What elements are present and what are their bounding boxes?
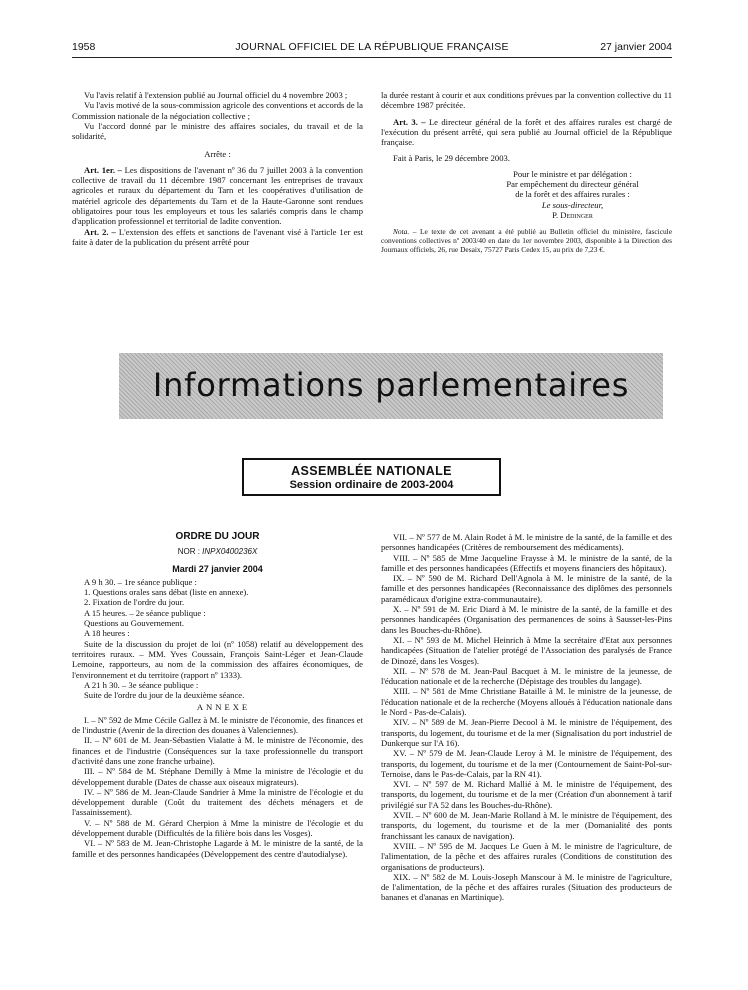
agenda-line: A 15 heures. – 2e séance publique : [84,607,206,618]
agenda-line: A 21 h 30. – 3e séance publique : [84,679,199,690]
session-day: Mardi 27 janvier 2004 [172,563,263,574]
question-item: XII. – Nº 578 de M. Jean-Paul Bacquet à M. le ministre de la jeunesse, de l'éducation nationale et de la recherche (Dépistage des troubles du langage). [381,665,672,687]
nor-code: INPX0400236X [202,547,258,557]
question-item: I. – Nº 592 de Mme Cécile Gallez à M. le ministre de l'économie, des finances et de l'industrie (Avenir de la direction des douanes à Valenciennes). [72,714,363,736]
question-item: III. – Nº 584 de M. Stéphane Demilly à Mme la ministre de l'écologie et du développement durable (Dates de chasse aux oiseaux migrateurs). [72,766,363,787]
nor-label: NOR : [177,547,200,557]
top-left-column [72,90,363,247]
article-1 [72,165,363,227]
question-item: XI. – Nº 593 de M. Michel Heinrich à Mme la secrétaire d'Etat aux personnes handicapées (Situation de l'atelier protégé de l'Association des paralysés de France de Dinozé, dans les Vosges). [381,634,672,666]
agenda-line: Questions au Gouvernement. [84,618,184,629]
page-header [72,41,672,55]
question-item: VI. – Nº 583 de M. Jean-Christophe Lagarde à M. le ministre de la santé, de la famille et des personnes handicapées (Développement des centre d'autodialyse). [72,838,363,859]
question-item: XIII. – Nº 581 de Mme Christiane Bataille à M. le ministre de la jeunesse, de l'éducation nationale et de la recherche (Moyens alloués à l'éducation nationale dans le Nord - Pas-de-Calais). [381,686,672,718]
signature-line: de la forêt et des affaires rurales : [515,189,630,200]
fait-a-paris: Fait à Paris, le 29 décembre 2003. [393,153,510,164]
article-3-label: Art. 3. – [393,116,426,127]
agenda-line: A 9 h 30. – 1re séance publique : [84,576,197,587]
question-item: IV. – Nº 586 de M. Jean-Claude Sandrier à Mme la ministre de l'écologie et du développement durable (Coût du traitement des déchets ménagers et de l'assainissement). [72,786,363,818]
question-item: XVI. – Nº 597 de M. Richard Mallié à M. le ministre de l'équipement, des transports, du logement, du tourisme et de la mer (Création d'un abonnement à tarif privilégié sur l'A 52 dans les Bouches-du-Rhône). [381,779,672,810]
question-item: XIX. – Nº 582 de M. Louis-Joseph Manscour à M. le ministre de l'agriculture, de l'alimentation, de la pêche et des affaires rurales (Situation des producteurs de bananes et d'ananas en Martinique). [381,871,672,903]
agenda-line: 1. Questions orales sans débat (liste en annexe). [84,587,249,598]
assembly-session: Session ordinaire de 2003-2004 [289,479,454,491]
question-item: XIV. – Nº 589 de M. Jean-Pierre Decool à M. le ministre de l'équipement, des transports, du logement, du tourisme et de la mer (Signalisation du port industriel de Dunkerque sur l'A 16). [381,717,672,748]
assembly-title: ASSEMBLÉE NATIONALE [291,464,452,478]
signature-line: Le sous-directeur, [541,199,604,210]
signature-line: Par empêchement du directeur général [506,179,639,190]
page-number: 1958 [72,41,96,53]
question-item: VIII. – Nº 585 de Mme Jacqueline Fraysse à M. le ministre de la santé, de la famille et des personnes handicapées (Effectifs et moyens financiers des hôpitaux). [381,552,672,573]
paragraph: Vu l'avis motivé de la sous-commission agricole des conventions et accords de la Commission nationale de la négociation collective ; [72,100,363,121]
section-banner [119,353,663,419]
signature-name: P. Dedinger [552,209,593,220]
paragraph: la durée restant à courir et aux conditions prévues par la convention collective du 11 décembre 1987 précitée. [381,90,672,111]
question-item: XV. – Nº 579 de M. Jean-Claude Leroy à M. le ministre de l'équipement, des transports, du logement, du tourisme et de la mer (Contournement de Saint-Pol-sur-Ternoise, dans le Pas-de-Calais, par la RN 41). [381,748,672,779]
issue-date: 27 janvier 2004 [600,41,672,53]
paragraph: Vu l'avis relatif à l'extension publié au Journal officiel du 4 novembre 2003 ; [84,90,348,100]
ordre-du-jour-title: ORDRE DU JOUR [175,531,260,542]
journal-title: JOURNAL OFFICIEL DE LA RÉPUBLIQUE FRANÇAISE [235,41,509,53]
nota [381,227,672,254]
annexe-title: ANNEXE [196,702,251,713]
question-item: V. – Nº 588 de M. Gérard Cherpion à Mme la ministre de l'écologie et du développement durable (Difficultés de la filière bois dans les Vosges). [72,817,363,839]
question-item: XVII. – Nº 600 de M. Jean-Marie Rolland à M. le ministre de l'équipement, des transports, du logement, du tourisme et de la mer (Domanialité des ponts franchissant les canaux de navigation). [381,810,672,841]
article-2-label: Art. 2. – [84,226,116,237]
article-1-text: Les dispositions de l'avenant nº 36 du 7 juillet 2003 à la convention collective de travail du 11 décembre 1987 concernant les entreprises de travaux agricoles et ruraux du département du Tarn et les coopératives d'utilisation de matériel agricole des départements du Tarn et de la Haute-Garonne sont rendues obligatoires pour tous les employeurs et tous les salariés compris dans le champ d'application professionnel et territorial de ladite convention. [72,164,363,227]
agenda-line: 2. Fixation de l'ordre du jour. [84,597,185,608]
arrete-heading: Arrête : [204,149,231,160]
nota-label: Nota. – [393,227,417,237]
assembly-box [242,458,501,496]
article-1-label: Art. 1er. – [84,164,122,175]
article-2-text: L'extension des effets et sanctions de l'avenant visé à l'article 1er est faite à dater de la publication du présent arrêté pour [72,226,363,247]
article-3 [381,117,672,148]
agenda-line: Suite de l'ordre du jour de la deuxième séance. [84,690,245,701]
header-rule [72,57,672,58]
question-item: IX. – Nº 590 de M. Richard Dell'Agnola à M. le ministre de la santé, de la famille et des personnes handicapées (Reconnaissance des diplômes des personnels paramédicaux d'origine extra-communautaire). [381,573,672,604]
article-3-text: Le directeur général de la forêt et des affaires rurales est chargé de l'exécution du présent arrêté, qui sera publié au Journal officiel de la République française. [381,116,672,148]
banner-title: Informations parlementaires [152,366,630,404]
question-item: XVIII. – Nº 595 de M. Jacques Le Guen à M. le ministre de l'agriculture, de l'alimentation, de la pêche et des affaires rurales (Conditions de constitution des organisations de producteurs). [381,840,672,872]
top-right-column [381,90,672,254]
agenda-line: Suite de la discussion du projet de loi (nº 1058) relatif au développement des territoires ruraux. – MM. Yves Coussain, François Saint-Léger et Jean-Claude Lemoine, rapporteurs, au nom de la commission des affaires économiques, de l'environnement et du territoire (rapport nº 1333). [72,638,363,680]
article-2 [72,227,363,248]
paragraph: Vu l'accord donné par le ministre des affaires sociales, du travail et de la solidarité, [72,120,363,142]
signature-line: Pour le ministre et par délégation : [513,168,632,179]
nota-text: Le texte de cet avenant a été publié au Bulletin officiel du ministère, fascicule conventions collectives nº 2003/40 en date du 1er novembre 2003, disponible à la Direction des Journaux officiels, 26, rue Desaix, 75727 Paris Cedex 15, au prix de 7,23 €. [381,227,673,255]
question-item: X. – Nº 591 de M. Eric Diard à M. le ministre de la santé, de la famille et des personnes handicapées (Organisation des permanences de soins à Sausset-les-Pins dans les Bouches-du-Rhône). [381,604,672,635]
agenda-line: A 18 heures : [84,628,130,639]
question-item: VII. – Nº 577 de M. Alain Rodet à M. le ministre de la santé, de la famille et des personnes handicapées (Critères de remboursement des médicaments). [381,532,672,553]
nor-reference [72,547,363,557]
signature-block [381,169,672,220]
question-item: II. – Nº 601 de M. Jean-Sébastien Vialatte à M. le ministre de l'économie, des finances et de l'industrie (Conséquences sur la taxe professionnelle du transport d'activité dans une zone franche urbaine). [72,735,363,766]
bottom-right-column [381,532,672,903]
bottom-left-column [72,532,363,859]
